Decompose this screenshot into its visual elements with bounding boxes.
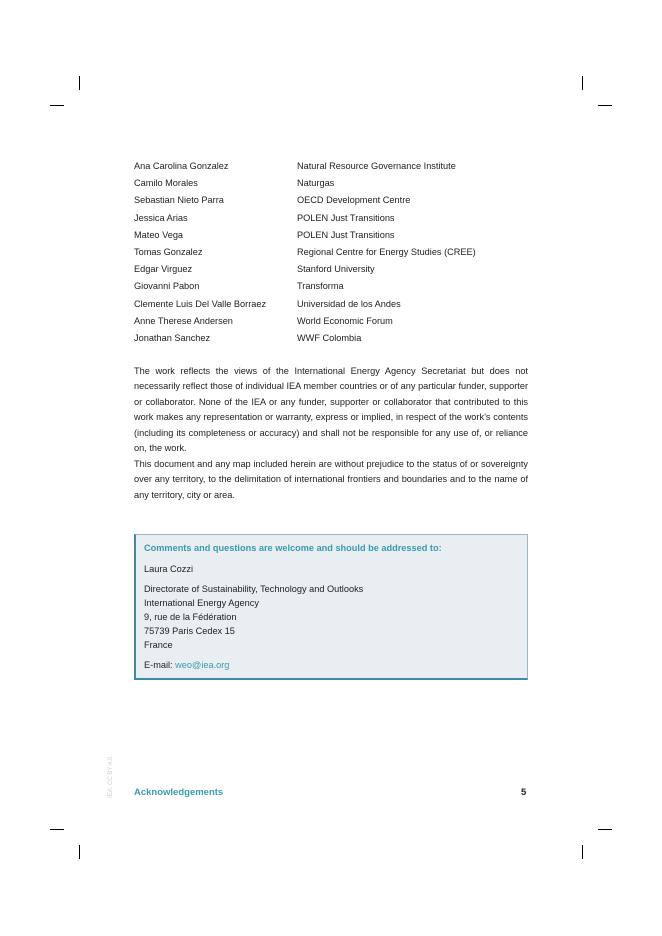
address-line: 75739 Paris Cedex 15: [144, 626, 235, 636]
organization: Regional Centre for Energy Studies (CREE): [297, 246, 476, 257]
address-line: International Energy Agency: [144, 598, 259, 608]
address-line: 9, rue de la Fédération: [144, 612, 237, 622]
email-label: E-mail:: [144, 660, 176, 670]
crop-mark: [50, 105, 64, 106]
list-item: [134, 192, 534, 209]
list-item: [134, 261, 534, 278]
disclaimer-paragraph: This document and any map included herein are without prejudice to the status of or sovereignty over any territory, to the delimitation of international frontiers and boundaries and to the name of any territory, city or area.: [134, 459, 528, 500]
crop-mark: [79, 76, 80, 90]
organization: WWF Colombia: [297, 332, 362, 343]
crop-mark: [79, 845, 80, 859]
contact-box: [134, 534, 528, 680]
person-name: Sebastian Nieto Parra: [134, 195, 224, 206]
organization: Naturgas: [297, 178, 335, 189]
person-name: Ana Carolina Gonzalez: [134, 161, 229, 171]
email-link[interactable]: weo@iea.org: [175, 660, 230, 670]
list-item: [134, 227, 534, 244]
organization: Transforma: [297, 281, 344, 292]
list-item: [134, 278, 534, 295]
list-item: [134, 158, 534, 175]
contact-address: [144, 582, 519, 652]
crop-mark: [598, 829, 612, 830]
person-name: Mateo Vega: [134, 229, 184, 240]
organization: World Economic Forum: [297, 315, 393, 326]
organization: Stanford University: [297, 264, 375, 275]
person-name: Camilo Morales: [134, 178, 198, 189]
crop-mark: [50, 829, 64, 830]
person-name: Jonathan Sanchez: [134, 332, 211, 343]
organization: POLEN Just Transitions: [297, 229, 395, 240]
list-item: [134, 175, 534, 192]
disclaimer-paragraph: The work reflects the views of the International Energy Agency Secretariat but does not necessarily reflect those of individual IEA member countries or of any particular funder, supporter or collaborator. None of the IEA or any funder, supporter or collaborator that contributed to this work makes any representation or warranty, express or implied, in respect of the work’s contents (including its completeness or accuracy) and shall not be responsible for any use of, or reliance on, the work.: [134, 366, 528, 454]
list-item: [134, 296, 534, 313]
organization: POLEN Just Transitions: [297, 212, 395, 223]
contact-name: Laura Cozzi: [144, 564, 194, 574]
list-item: [134, 244, 534, 261]
organization: Universidad de los Andes: [297, 298, 401, 309]
person-name: Clemente Luis Del Valle Borraez: [134, 298, 267, 309]
crop-mark: [598, 105, 612, 106]
list-item: [134, 330, 534, 347]
acknowledgements-list: [134, 158, 534, 347]
organization: Natural Resource Governance Institute: [297, 161, 456, 171]
address-line: France: [144, 640, 173, 650]
list-item: [134, 313, 534, 330]
list-item: [134, 210, 534, 227]
organization: OECD Development Centre: [297, 195, 411, 206]
person-name: Edgar Virguez: [134, 264, 193, 275]
crop-mark: [582, 76, 583, 90]
contact-title: Comments and questions are welcome and should be addressed to:: [144, 543, 442, 553]
person-name: Jessica Arias: [134, 212, 188, 223]
license-text: IEA. CC BY 4.0.: [108, 755, 114, 798]
footer-section-title: Acknowledgements: [134, 787, 224, 798]
crop-mark: [582, 845, 583, 859]
person-name: Tomas Gonzalez: [134, 246, 203, 257]
page-number: 5: [521, 787, 527, 798]
person-name: Giovanni Pabon: [134, 281, 200, 292]
contact-email: [144, 658, 519, 672]
person-name: Anne Therese Andersen: [134, 315, 233, 326]
address-line: Directorate of Sustainability, Technology and Outlooks: [144, 584, 364, 594]
